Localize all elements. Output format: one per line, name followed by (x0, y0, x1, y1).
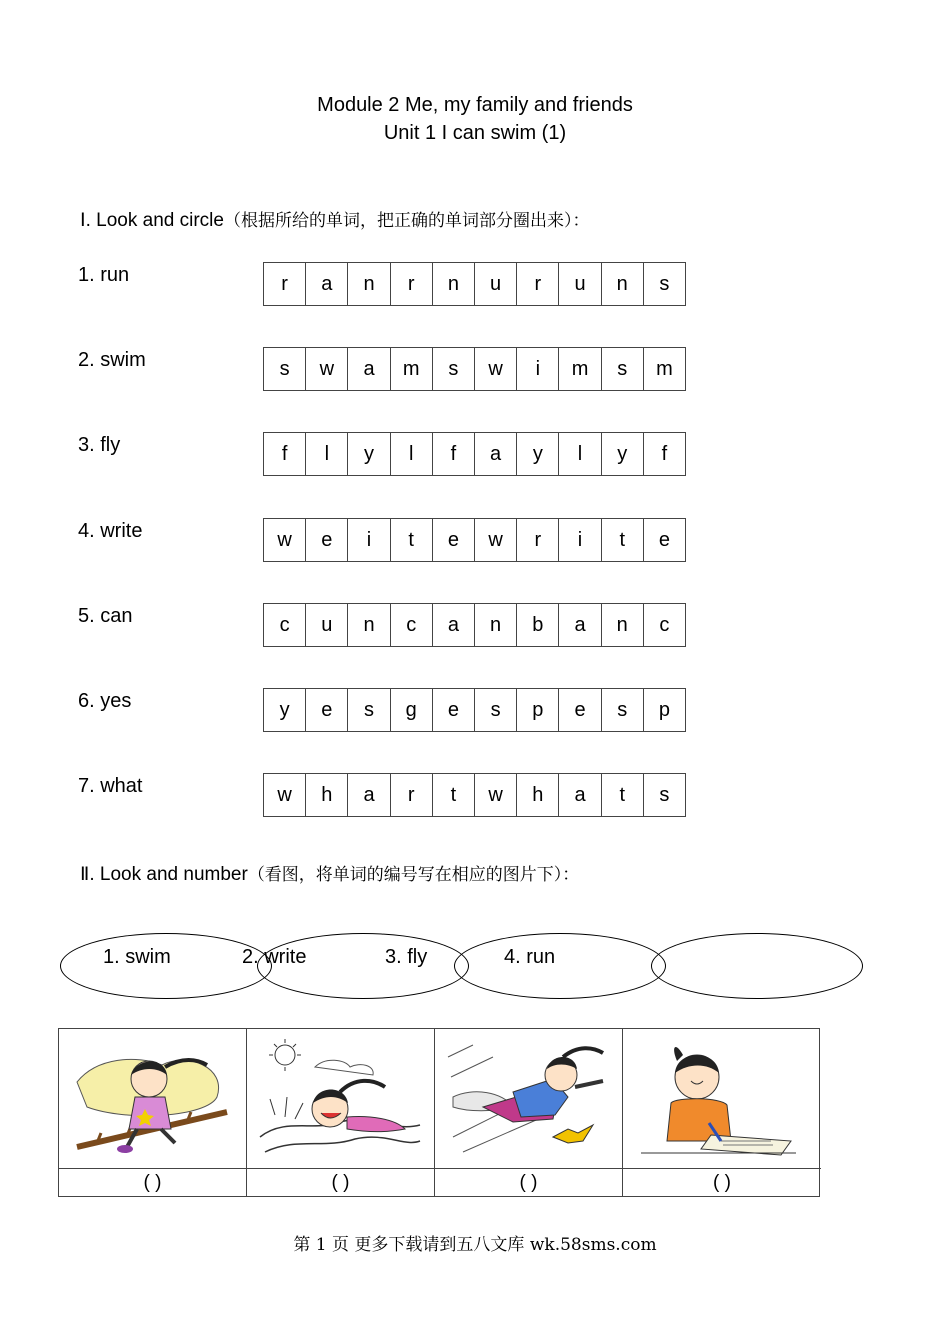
picture-cell-2 (247, 1029, 435, 1168)
letter-cell[interactable]: y (517, 433, 559, 475)
letter-cell[interactable]: p (658, 698, 670, 721)
section-1-numeral: Ⅰ (80, 210, 86, 231)
row-label: 2. swim (78, 349, 146, 371)
row-label: 1. run (78, 264, 130, 286)
answer-blank-1[interactable]: ( ) (59, 1168, 247, 1197)
letter-cell[interactable]: s (475, 689, 517, 731)
letter-cell[interactable]: l (559, 433, 601, 475)
letter-cell[interactable]: b (517, 604, 559, 646)
picture-cell-4 (623, 1029, 821, 1168)
letter-cell[interactable]: e (306, 519, 348, 561)
letter-cell[interactable]: c (264, 604, 306, 646)
section-2-instruction: （看图，将单词的编号写在相应的图片下）： (247, 865, 580, 885)
letter-cell[interactable]: s (602, 689, 644, 731)
letter-cell[interactable]: n (602, 263, 644, 305)
letter-cell[interactable]: t (602, 519, 644, 561)
letter-cell[interactable]: l (391, 433, 433, 475)
letter-cell[interactable]: y (264, 689, 306, 731)
unit-title: Unit 1 I can swim (1) (383, 122, 567, 144)
letter-cell[interactable]: u (306, 604, 348, 646)
letter-grid (263, 773, 686, 817)
girl-swimming-icon (255, 1037, 425, 1159)
letter-cell[interactable]: s (348, 689, 390, 731)
letter-cell[interactable]: w (306, 348, 348, 390)
letter-cell[interactable]: n (348, 263, 390, 305)
letter-cell[interactable]: s (659, 783, 670, 806)
page-footer: 第 1 页 更多下载请到五八文库 wk.58sms.com (293, 1235, 657, 1255)
picture-table (58, 1028, 820, 1197)
answer-blank-4[interactable]: ( ) (623, 1168, 821, 1197)
letter-cell[interactable]: a (475, 433, 517, 475)
letter-cell[interactable]: w (475, 348, 517, 390)
letter-cell[interactable]: a (348, 774, 390, 816)
letter-cell[interactable]: h (306, 774, 348, 816)
letter-cell[interactable]: f (661, 442, 668, 465)
letter-cell[interactable]: u (475, 263, 517, 305)
letter-cell[interactable]: e (433, 519, 475, 561)
row-label: 5. can (78, 605, 133, 627)
word-bank-swim: 1. swim (103, 946, 171, 968)
letter-cell[interactable]: f (433, 433, 475, 475)
letter-cell[interactable]: t (433, 774, 475, 816)
letter-cell[interactable]: a (559, 774, 601, 816)
letter-cell[interactable]: m (559, 348, 601, 390)
letter-cell[interactable]: e (658, 528, 670, 551)
picture-cell-1 (59, 1029, 247, 1168)
girl-running-icon (67, 1037, 237, 1159)
letter-cell[interactable]: e (306, 689, 348, 731)
answer-blank-3[interactable]: ( ) (435, 1168, 623, 1197)
letter-cell[interactable]: n (475, 604, 517, 646)
letter-cell[interactable]: s (602, 348, 644, 390)
letter-grid (263, 603, 686, 647)
letter-cell[interactable]: y (348, 433, 390, 475)
word-oval-3 (454, 933, 666, 999)
section-2-numeral: Ⅱ (80, 864, 90, 885)
word-oval-4 (651, 933, 863, 999)
answer-blank-2[interactable]: ( ) (247, 1168, 435, 1197)
letter-cell[interactable]: s (264, 348, 306, 390)
letter-cell[interactable]: u (559, 263, 601, 305)
letter-cell[interactable]: c (391, 604, 433, 646)
letter-cell[interactable]: w (264, 519, 306, 561)
letter-cell[interactable]: a (433, 604, 475, 646)
letter-grid (263, 688, 686, 732)
word-bank-write: 2. write (242, 946, 307, 968)
letter-cell[interactable]: t (391, 519, 433, 561)
girl-flying-icon (443, 1037, 613, 1159)
word-bank-fly: 3. fly (385, 946, 428, 968)
section-2-label: . Look and number (89, 864, 248, 885)
letter-grid (263, 432, 686, 476)
letter-cell[interactable]: a (559, 604, 601, 646)
letter-cell[interactable]: h (517, 774, 559, 816)
section-2-heading (80, 860, 579, 886)
letter-cell[interactable]: c (659, 613, 670, 636)
letter-cell[interactable]: r (517, 519, 559, 561)
letter-cell[interactable]: s (433, 348, 475, 390)
letter-cell[interactable]: i (517, 348, 559, 390)
letter-cell[interactable]: r (391, 263, 433, 305)
letter-cell[interactable]: a (348, 348, 390, 390)
letter-cell[interactable]: n (433, 263, 475, 305)
letter-cell[interactable]: n (602, 604, 644, 646)
girl-writing-icon (631, 1037, 801, 1159)
letter-cell[interactable]: r (391, 774, 433, 816)
row-label: 3. fly (78, 434, 121, 456)
letter-cell[interactable]: s (659, 272, 670, 295)
letter-cell[interactable]: r (517, 263, 559, 305)
letter-cell[interactable]: i (559, 519, 601, 561)
picture-cell-3 (435, 1029, 623, 1168)
letter-cell[interactable]: r (264, 263, 306, 305)
letter-cell[interactable]: f (264, 433, 306, 475)
letter-cell[interactable]: g (391, 689, 433, 731)
letter-grid (263, 518, 686, 562)
section-1-heading (80, 206, 589, 232)
letter-cell[interactable]: y (602, 433, 644, 475)
section-1-label: . Look and circle (85, 210, 224, 231)
letter-grid (263, 262, 686, 306)
letter-cell[interactable]: m (391, 348, 433, 390)
letter-grid (263, 347, 686, 391)
letter-cell[interactable]: l (306, 433, 348, 475)
letter-cell[interactable]: e (433, 689, 475, 731)
module-title: Module 2 Me, my family and friends (317, 94, 633, 116)
letter-cell[interactable]: i (348, 519, 390, 561)
letter-cell[interactable]: p (517, 689, 559, 731)
letter-cell[interactable]: w (475, 774, 517, 816)
letter-cell[interactable]: m (656, 357, 673, 380)
letter-cell[interactable]: t (602, 774, 644, 816)
row-label: 6. yes (78, 690, 132, 712)
letter-cell[interactable]: e (559, 689, 601, 731)
word-bank-run: 4. run (504, 946, 556, 968)
section-1-instruction: （根据所给的单词，把正确的单词部分圈出来）： (223, 211, 590, 231)
letter-cell[interactable]: w (264, 774, 306, 816)
row-label: 4. write (78, 520, 143, 542)
letter-cell[interactable]: w (475, 519, 517, 561)
row-label: 7. what (78, 775, 143, 797)
letter-cell[interactable]: a (306, 263, 348, 305)
letter-cell[interactable]: n (348, 604, 390, 646)
